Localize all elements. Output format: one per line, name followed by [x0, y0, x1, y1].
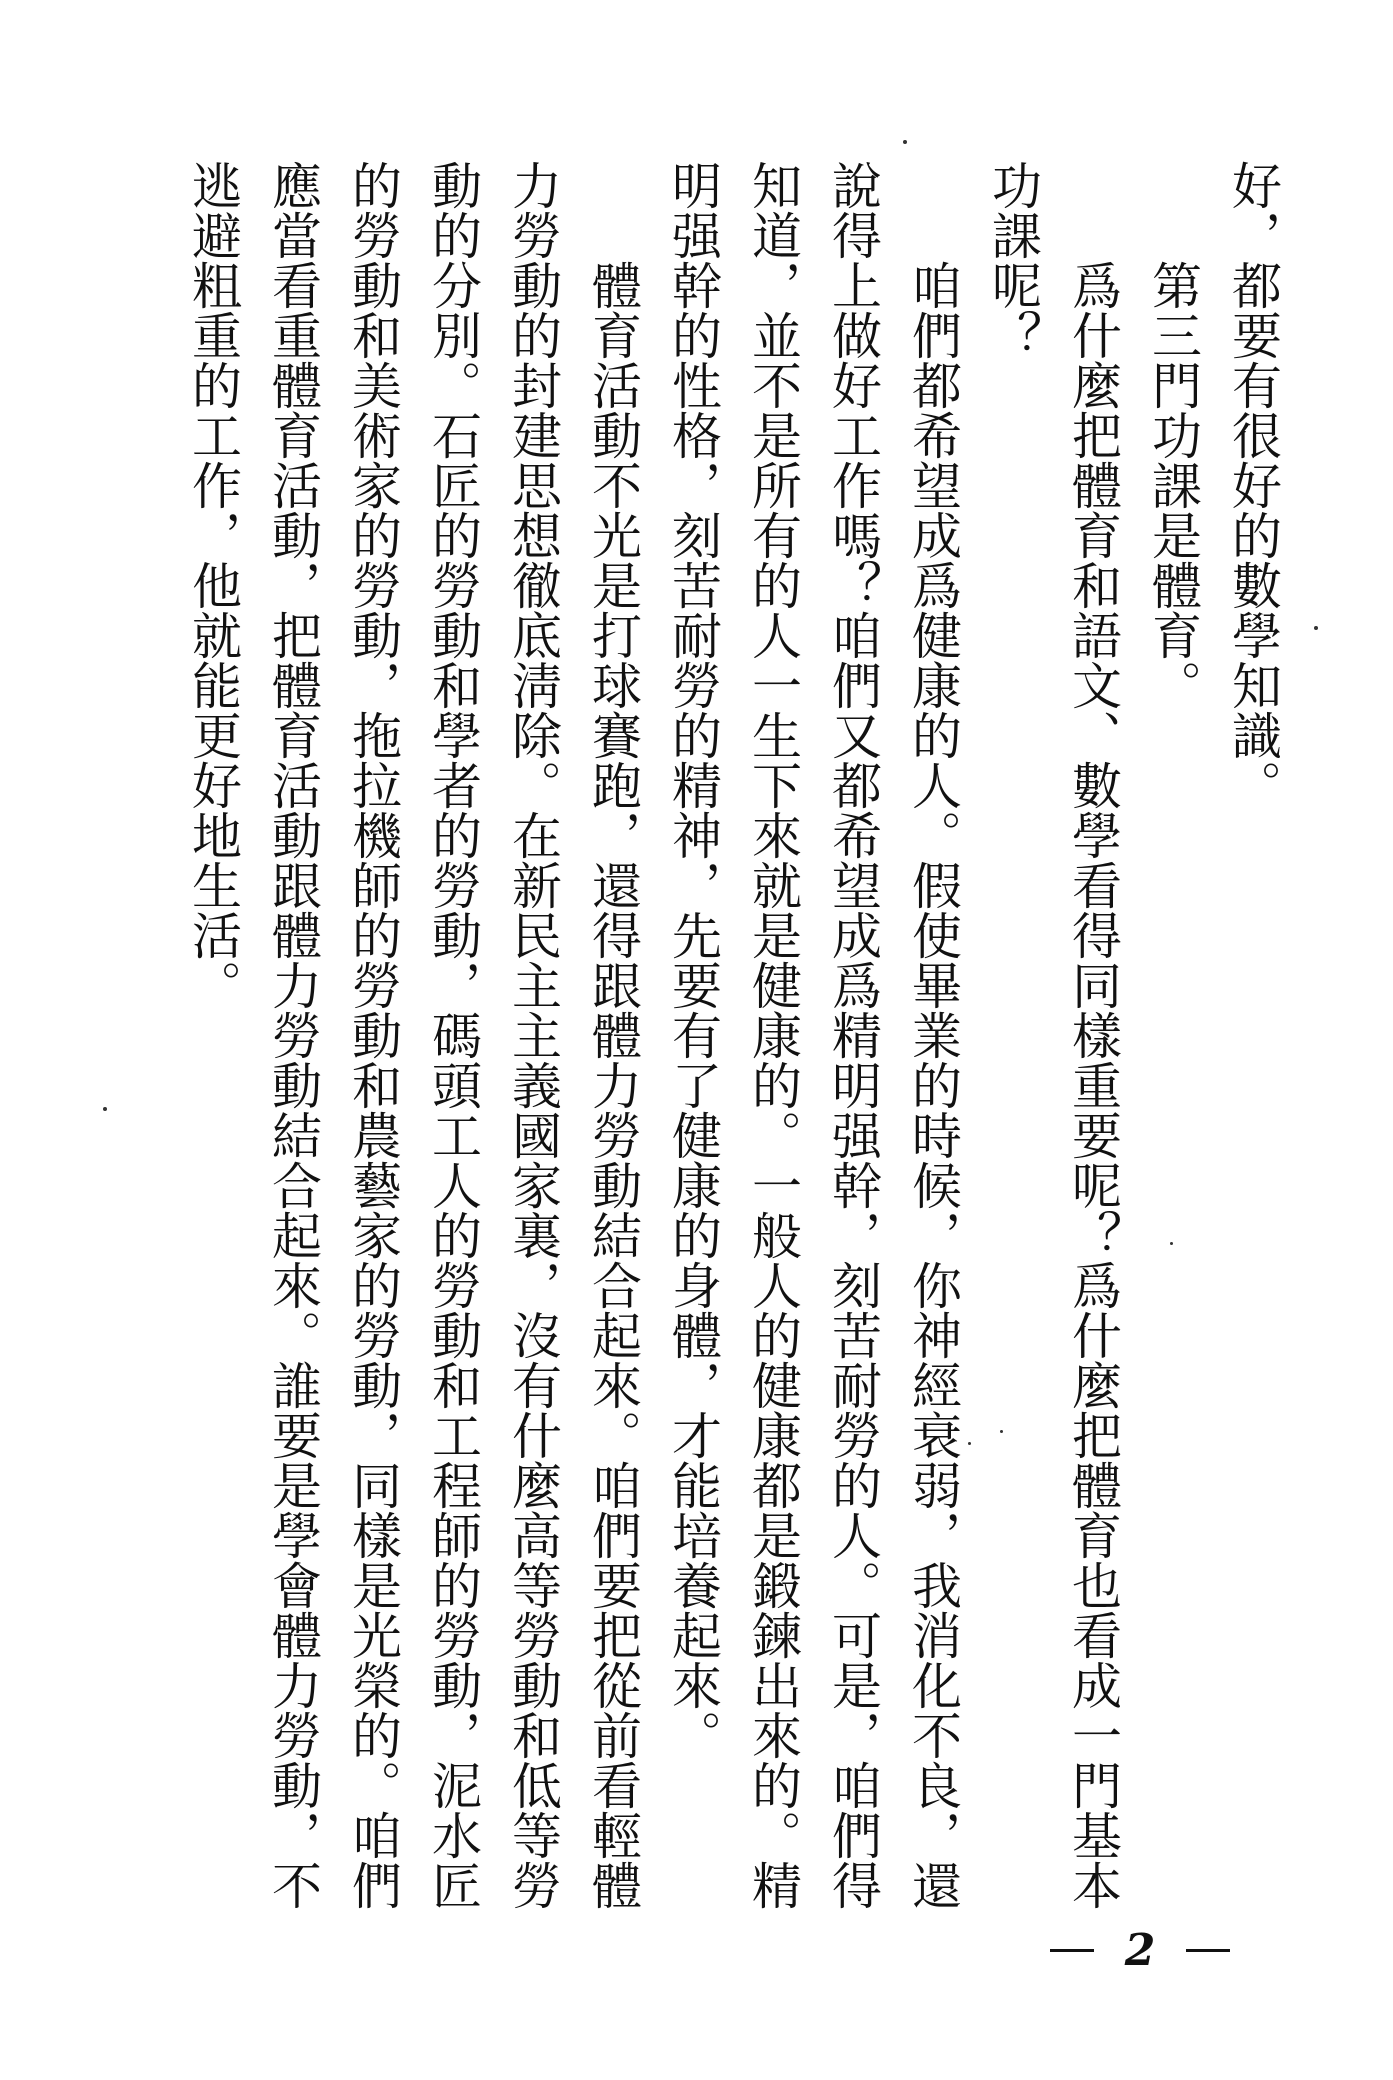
right-dash — [1186, 1949, 1230, 1952]
scan-speck — [1314, 626, 1318, 630]
scan-speck — [1000, 1430, 1003, 1433]
left-dash — [1050, 1949, 1094, 1952]
scan-speck — [103, 1107, 107, 1111]
paragraph-third-subject: 第三門功課是體育。 — [1144, 260, 1202, 710]
page-number-footer — [1050, 1920, 1230, 1980]
scan-speck — [1170, 1242, 1173, 1245]
paragraph-why-pe: 爲什麼把體育和語文、數學看得同樣重要呢？爲什麼把體育也看成一門基本功課呢？ — [984, 160, 1122, 1910]
scan-speck — [968, 1442, 971, 1445]
paragraph-physical-labor: 體育活動不光是打球賽跑，還得跟體力勞動結合起來。咱們要把從前看輕體力勞動的封建思想徹底淸除。在新民主主義國家裏，沒有什麼高等勞動和低等勞動的分別。石匠的勞動和學者的勞動，碼頭工人的勞動和工程師的勞動，泥水匠的勞動和美術家的勞動，拖拉機師的勞動和農藝家的勞動，同樣是光榮的。咱們應當看重體育活動，把體育活動跟體力勞動結合起來。誰要是學會體力勞動，不逃避粗重的工作，他就能更好地生活。 — [184, 160, 642, 1910]
vertical-text-column-block — [173, 160, 1293, 1920]
paragraph-math-knowledge: 好，都要有很好的數學知識。 — [1224, 160, 1282, 810]
paragraph-healthy-people: 咱們都希望成爲健康的人。假使畢業的時候，你神經衰弱，我消化不良，還說得上做好工作嗎？咱們又都希望成爲精明强幹，刻苦耐勞的人。可是，咱們得知道，並不是所有的人一生下來就是健康的。一般人的健康都是鍛鍊出來的。精明强幹的性格，刻苦耐勞的精神，先要有了健康的身體，才能培養起來。 — [664, 160, 962, 1910]
scan-speck — [903, 140, 907, 144]
page-number: 2 — [1124, 1924, 1156, 1976]
